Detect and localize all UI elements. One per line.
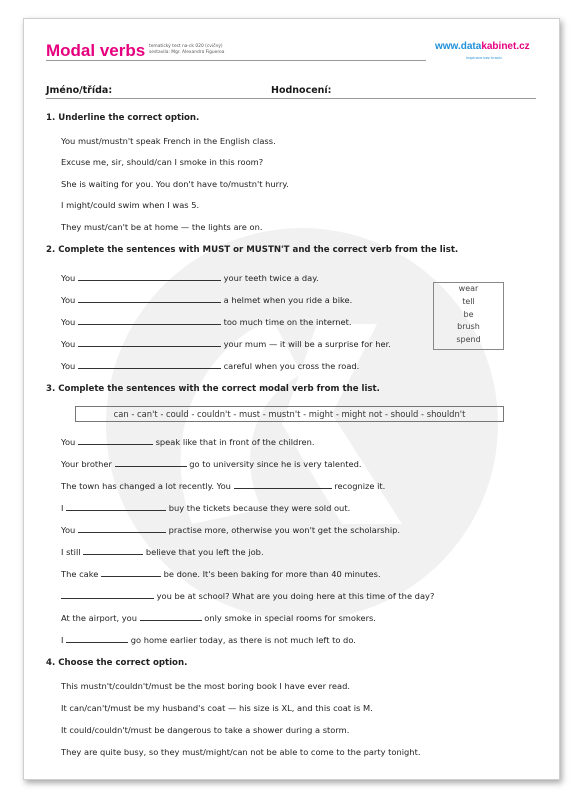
answer-blank[interactable] [101,567,161,577]
answer-blank[interactable] [66,633,128,643]
s1-item[interactable]: Excuse me, sir, should/can I smoke in this room? [61,157,264,167]
s2-item: You your teeth twice a day. [61,273,319,283]
answer-blank[interactable] [78,315,221,325]
s1-item[interactable]: She is waiting for you. You don't have to/mustn't hurry. [61,179,289,189]
answer-blank[interactable] [83,545,143,555]
s4-item[interactable]: This mustn't/couldn't/must be the most boring book I have ever read. [61,681,350,691]
subtitle-line-1: tematický test na-ck 020 (cvičný) [149,44,223,49]
s3-item: You practise more, otherwise you won't get the scholarship. [61,525,401,535]
answer-blank[interactable] [78,435,153,445]
s2-item: You careful when you cross the road. [61,361,360,371]
answer-blank[interactable] [234,479,332,489]
page-title: Modal verbs [46,41,146,60]
verb-word: brush [457,322,480,332]
brand-logo[interactable] [435,41,530,52]
s2-item: You too much time on the internet. [61,317,352,327]
answer-blank[interactable] [66,501,166,511]
answer-blank[interactable] [61,589,154,599]
s3-item: I buy the tickets because they were sold out. [61,503,351,513]
s3-item: I still believe that you left the job. [61,547,264,557]
answer-blank[interactable] [78,337,221,347]
modal-word-list: can - can't - could - couldn't - must - mustn't - might - might not - should - shouldn't [75,406,504,422]
verb-word: spend [456,335,481,345]
answer-blank[interactable] [78,293,221,303]
name-rule [46,98,536,99]
answer-blank[interactable] [78,359,221,369]
s1-item[interactable]: I might/could swim when I was 5. [61,200,200,210]
s2-item: You your mum — it will be a surprise for her. [61,339,391,349]
section-4-heading: 4. Choose the correct option. [46,658,188,668]
s4-item[interactable]: It could/couldn't/must be dangerous to take a shower during a storm. [61,725,350,735]
brand-suffix: kabinet.cz [481,41,530,52]
section-3-heading: 3. Complete the sentences with the correct modal verb from the list. [46,384,380,394]
s3-item: At the airport, you only smoke in special rooms for smokers. [61,613,376,623]
grade-label: Hodnocení: [271,85,332,96]
s3-item: The cake be done. It's been baking for more than 40 minutes. [61,569,381,579]
brand-tagline: inspirace bez hranic [466,56,503,60]
section-2-heading: 2. Complete the sentences with MUST or MUSTN'T and the correct verb from the list. [46,245,459,255]
brand-prefix: www.data [435,41,482,52]
s1-item[interactable]: They must/can't be at home — the lights are on. [61,222,263,232]
answer-blank[interactable] [115,457,187,467]
verb-word: tell [462,296,475,306]
s3-item: Your brother go to university since he is very talented. [61,459,362,469]
name-label: Jméno/třída: [46,85,113,96]
s3-item: you be at school? What are you doing here at this time of the day? [61,589,434,601]
answer-blank[interactable] [78,271,221,281]
verb-word: be [463,309,474,319]
worksheet-page [23,18,560,780]
verb-word: wear [458,284,479,293]
s4-item[interactable]: It can/can't/must be my husband's coat — his size is XL, and this coat is M. [61,703,373,713]
s1-item[interactable]: You must/mustn't speak French in the English class. [61,136,276,146]
s3-item: I go home earlier today, as there is not much left to do. [61,635,356,645]
header-rule [46,60,426,61]
verb-word-box [433,282,504,350]
subtitle-line-2: sestavila: Mgr. Alexandra Figueroa [149,50,225,55]
s3-item: You speak like that in front of the children. [61,437,315,447]
s2-item: You a helmet when you ride a bike. [61,295,353,305]
section-1-heading: 1. Underline the correct option. [46,113,200,123]
answer-blank[interactable] [140,611,202,621]
s3-item: The town has changed a lot recently. You recognize it. [61,481,386,491]
s4-item[interactable]: They are quite busy, so they must/might/can not be able to come to the party tonight. [61,747,421,757]
answer-blank[interactable] [78,523,166,533]
